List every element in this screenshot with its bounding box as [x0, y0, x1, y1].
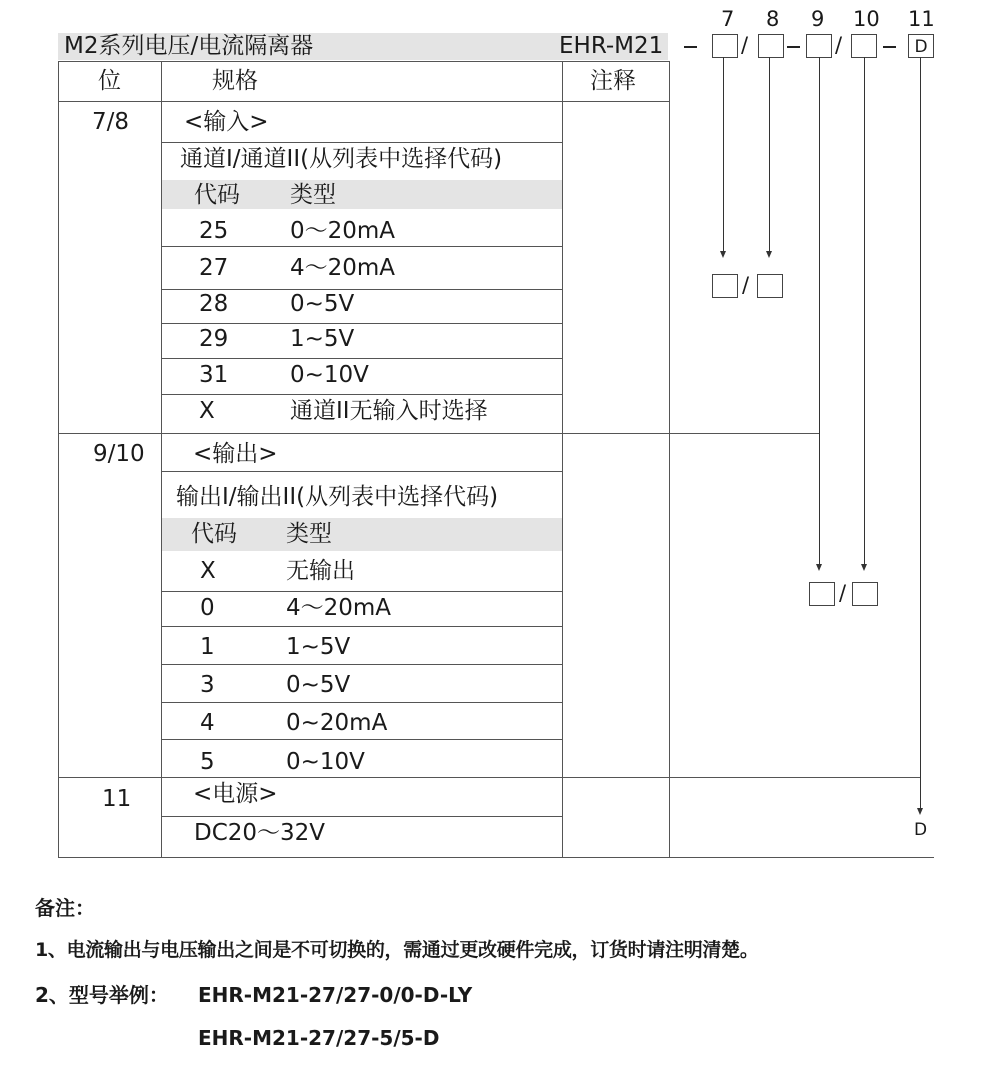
output-title: <输出> — [193, 441, 278, 467]
table-line — [162, 664, 562, 665]
table-line — [58, 777, 920, 778]
input-type: 0～20mA — [290, 218, 396, 244]
output-type-header: 类型 — [286, 521, 332, 547]
arrow-10 — [861, 564, 867, 571]
input-code-header: 代码 — [194, 182, 240, 208]
code-separator — [787, 46, 800, 48]
leader-line-9 — [819, 57, 820, 565]
note-line-1: 1、电流输出与电压输出之间是不可切换的，需通过更改硬件完成，订货时请注明清楚。 — [35, 939, 759, 961]
column-header-note: 注释 — [590, 68, 636, 94]
output-code: 5 — [200, 749, 215, 775]
table-line — [162, 358, 562, 359]
table-line — [162, 702, 562, 703]
input-code: 29 — [199, 326, 229, 352]
code-position-label: 9 — [811, 7, 825, 31]
input-target-slot-2 — [757, 274, 783, 298]
table-line — [562, 61, 563, 858]
power-value: DC20～32V — [194, 820, 326, 846]
output-code: 0 — [200, 595, 215, 621]
input-type: 通道II无输入时选择 — [290, 398, 488, 424]
table-line — [669, 61, 670, 858]
input-code: 27 — [199, 255, 229, 281]
table-line — [162, 323, 562, 324]
leader-line-7 — [723, 57, 724, 252]
output-type: 0~10V — [286, 749, 365, 775]
output-code: 3 — [200, 672, 215, 698]
output-type: 无输出 — [286, 558, 355, 584]
table-line — [162, 394, 562, 395]
leader-line-8 — [769, 57, 770, 252]
note-line-2-label: 2、型号举例： — [35, 983, 169, 1007]
input-title: <输入> — [184, 109, 269, 135]
output-code: X — [200, 558, 216, 584]
code-separator — [684, 46, 697, 48]
power-position: 11 — [102, 786, 132, 812]
table-line — [162, 142, 562, 143]
table-line — [162, 471, 562, 472]
output-target-slot-2 — [852, 582, 878, 606]
table-line — [161, 61, 162, 858]
table-line — [162, 591, 562, 592]
power-title: <电源> — [193, 781, 278, 807]
table-line — [58, 101, 670, 102]
input-type: 1~5V — [290, 326, 355, 352]
model-number: EHR-M21 — [559, 33, 664, 59]
column-header-spec: 规格 — [212, 68, 258, 94]
arrow-7 — [720, 251, 726, 258]
output-code: 4 — [200, 710, 215, 736]
table-line — [58, 433, 820, 434]
code-slot-11 — [908, 34, 934, 58]
table-line — [58, 857, 934, 858]
table-line — [58, 61, 59, 858]
input-type: 4～20mA — [290, 255, 396, 281]
notes-heading: 备注： — [35, 896, 95, 920]
code-slot-10 — [851, 34, 877, 58]
output-type: 4～20mA — [286, 595, 392, 621]
table-line — [162, 289, 562, 290]
input-position: 7/8 — [92, 109, 130, 135]
leader-line-11 — [920, 57, 921, 809]
input-code: 28 — [199, 291, 229, 317]
power-code-in-slot: D — [914, 37, 928, 57]
arrow-8 — [766, 251, 772, 258]
power-code-target: D — [914, 820, 928, 840]
table-line — [162, 246, 562, 247]
output-type: 0~20mA — [286, 710, 388, 736]
input-subtitle: 通道I/通道II(从列表中选择代码) — [180, 146, 503, 172]
code-slash: / — [835, 33, 843, 57]
input-code: 31 — [199, 362, 229, 388]
table-line — [58, 61, 670, 62]
table-line — [162, 816, 562, 817]
code-slot-8 — [758, 34, 784, 58]
code-slot-7 — [712, 34, 738, 58]
input-code: X — [199, 398, 215, 424]
model-example-2: EHR-M21-27/27-5/5-D — [198, 1026, 440, 1050]
table-line — [162, 739, 562, 740]
input-type-header: 类型 — [290, 182, 336, 208]
input-type: 0~10V — [290, 362, 369, 388]
output-target-slot-1 — [809, 582, 835, 606]
code-slot-9 — [806, 34, 832, 58]
output-subtitle: 输出I/输出II(从列表中选择代码) — [176, 484, 499, 510]
arrow-11 — [917, 808, 923, 815]
code-position-label: 10 — [853, 7, 880, 31]
code-position-label: 8 — [766, 7, 780, 31]
input-type: 0~5V — [290, 291, 355, 317]
output-position: 9/10 — [93, 441, 145, 467]
leader-line-10 — [864, 57, 865, 565]
product-title: M2系列电压/电流隔离器 — [64, 33, 314, 59]
target-slash: / — [839, 581, 847, 605]
target-slash: / — [742, 273, 750, 297]
output-type: 0~5V — [286, 672, 351, 698]
code-position-label: 7 — [721, 7, 735, 31]
code-position-label: 11 — [908, 7, 935, 31]
output-code: 1 — [200, 634, 215, 660]
column-header-position: 位 — [98, 68, 121, 94]
arrow-9 — [816, 564, 822, 571]
input-code: 25 — [199, 218, 229, 244]
code-separator — [883, 46, 896, 48]
table-line — [162, 626, 562, 627]
output-code-header: 代码 — [191, 521, 237, 547]
input-target-slot-1 — [712, 274, 738, 298]
model-example-1: EHR-M21-27/27-0/0-D-LY — [198, 983, 473, 1007]
output-type: 1~5V — [286, 634, 351, 660]
code-slash: / — [741, 33, 749, 57]
